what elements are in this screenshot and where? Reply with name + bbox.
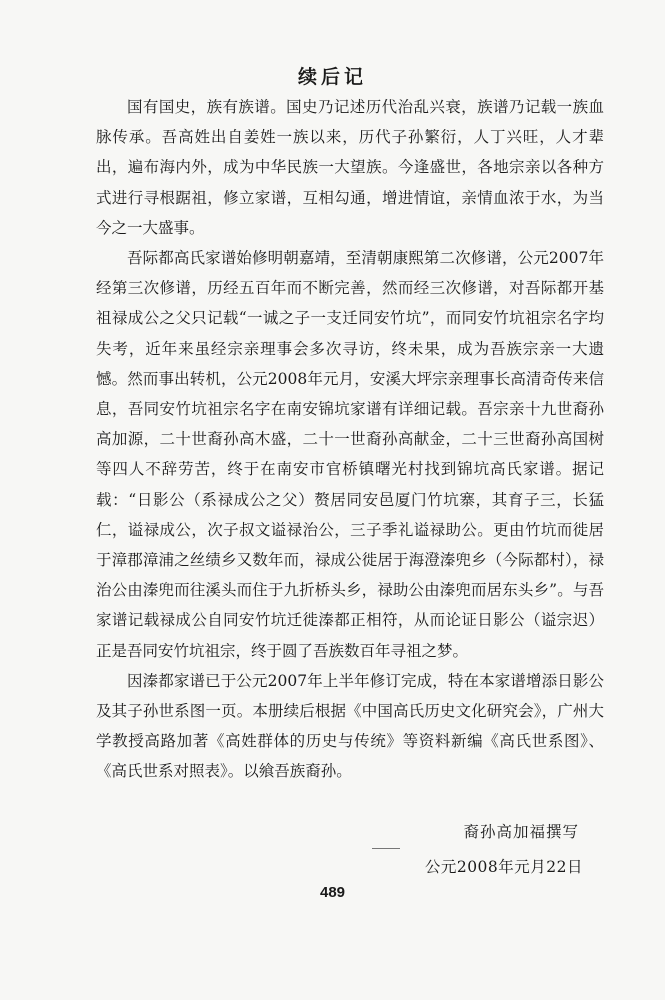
page-title: 续后记 [297, 66, 367, 88]
date-line: 公元2008年元月22日 [424, 858, 583, 876]
author-signature: 裔孙高加福撰写 [463, 823, 579, 841]
divider-dash [372, 848, 400, 849]
page-number: 489 [319, 884, 346, 901]
paragraph-2: 吾际都高氏家谱始修明朝嘉靖，至清朝康熙第二次修谱，公元2007年经第三次修谱，历经五百年而不断完善，然而经三次修谱，对吾际都开基祖禄成公之父只记载“一诚之子一支迁同安竹坑”，而同安竹坑祖宗名字均失考，近年来虽经宗亲理事会多次寻访，终未果，成为吾族宗亲一大遗憾。然而事出转机，公元2008年元月，安溪大坪宗亲理事长高清奇传来信息，吾同安竹坑祖宗名字在南安锦坑家谱有详细记载。吾宗亲十九世裔孙高加源，二十世裔孙高木盛，二十一世裔孙高献金，二十三世裔孙高国树等四人不辞劳苦，终于在南安市官桥镇曙光村找到锦坑高氏家谱。据记载：“日影公（系禄成公之父）赘居同安邑厦门竹坑寨，其育子三，长猛仁，谥禄成公，次子叔文谥禄治公，三子季礼谥禄助公。更由竹坑而徙居于漳郡漳浦之丝绩乡又数年而，禄成公徙居于海澄溱兜乡（今际都村），禄治公由溱兜而往溪头而住于九折桥头乡，禄助公由溱兜而居东头乡”。与吾家谱记载禄成公自同安竹坑迁徙溱都正相符，从而论证日影公（谥宗迟）正是吾同安竹坑祖宗，终于圆了吾族数百年寻祖之梦。 [96, 249, 604, 660]
paragraph-1: 国有国史，族有族谱。国史乃记述历代治乱兴衰，族谱乃记载一族血脉传承。吾高姓出自姜姓一族以来，历代子孙繁衍，人丁兴旺，人才辈出，遍布海内外，成为中华民族一大望族。今逢盛世，各地宗亲以各种方式进行寻根踞祖，修立家谱，互相勾通，增进情谊，亲情血浓于水，为当今之一大盛事。 [96, 98, 604, 237]
paragraph-3: 因溱都家谱已于公元2007年上半年修订完成，特在本家谱增添日影公及其子孙世系图一页。本册续后根据《中国高氏历史文化研究会》，广州大学教授高路加著《高姓群体的历史与传统》等资料新编《高氏世系图》、《高氏世系对照表》。以飨吾族裔孙。 [96, 671, 604, 781]
body-text [96, 92, 604, 787]
